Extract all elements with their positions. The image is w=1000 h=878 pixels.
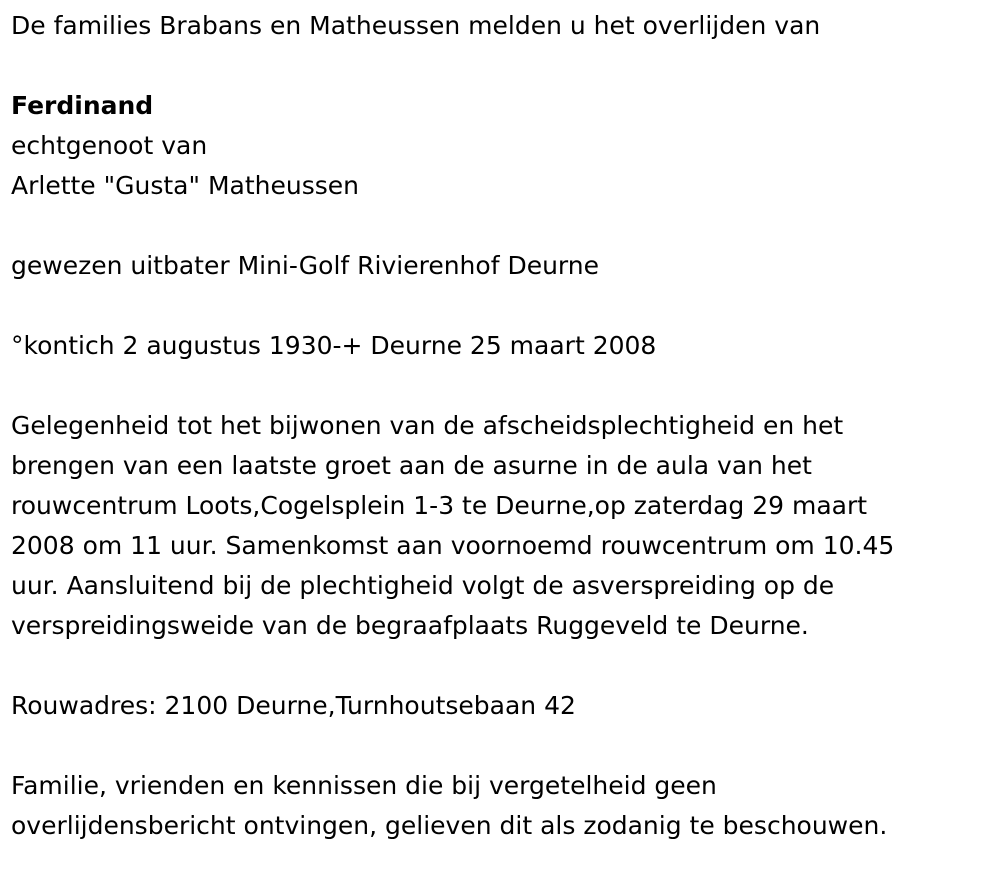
closing-paragraph (11, 766, 991, 846)
spacer (11, 46, 991, 86)
life-dates: °kontich 2 augustus 1930-+ Deurne 25 maart 2008 (11, 331, 657, 360)
closing-line: overlijdensbericht ontvingen, gelieven dit als zodanig te beschouwen. (11, 811, 888, 840)
ceremony-line: 2008 om 11 uur. Samenkomst aan voornoemd rouwcentrum om 10.45 (11, 531, 895, 560)
ceremony-line: rouwcentrum Loots,Cogelsplein 1-3 te Deurne,op zaterdag 29 maart (11, 491, 868, 520)
relation-text: echtgenoot van (11, 131, 208, 160)
announcement-text: De families Brabans en Matheussen melden u het overlijden van (11, 11, 821, 40)
spacer (11, 206, 991, 246)
spacer (11, 366, 991, 406)
spacer (11, 726, 991, 766)
spacer (11, 646, 991, 686)
occupation-text: gewezen uitbater Mini-Golf Rivierenhof Deurne (11, 251, 599, 280)
ceremony-line: verspreidingsweide van de begraafplaats Ruggeveld te Deurne. (11, 611, 809, 640)
spacer (11, 286, 991, 326)
ceremony-line: brengen van een laatste groet aan de asurne in de aula van het (11, 451, 812, 480)
mourning-address: Rouwadres: 2100 Deurne,Turnhoutsebaan 42 (11, 691, 576, 720)
death-notice (11, 6, 991, 846)
ceremony-line: uur. Aansluitend bij de plechtigheid volgt de asverspreiding op de (11, 571, 835, 600)
spouse-name: Arlette "Gusta" Matheussen (11, 171, 359, 200)
ceremony-paragraph (11, 406, 991, 646)
closing-line: Familie, vrienden en kennissen die bij vergetelheid geen (11, 771, 717, 800)
deceased-name: Ferdinand (11, 91, 154, 120)
ceremony-line: Gelegenheid tot het bijwonen van de afscheidsplechtigheid en het (11, 411, 844, 440)
